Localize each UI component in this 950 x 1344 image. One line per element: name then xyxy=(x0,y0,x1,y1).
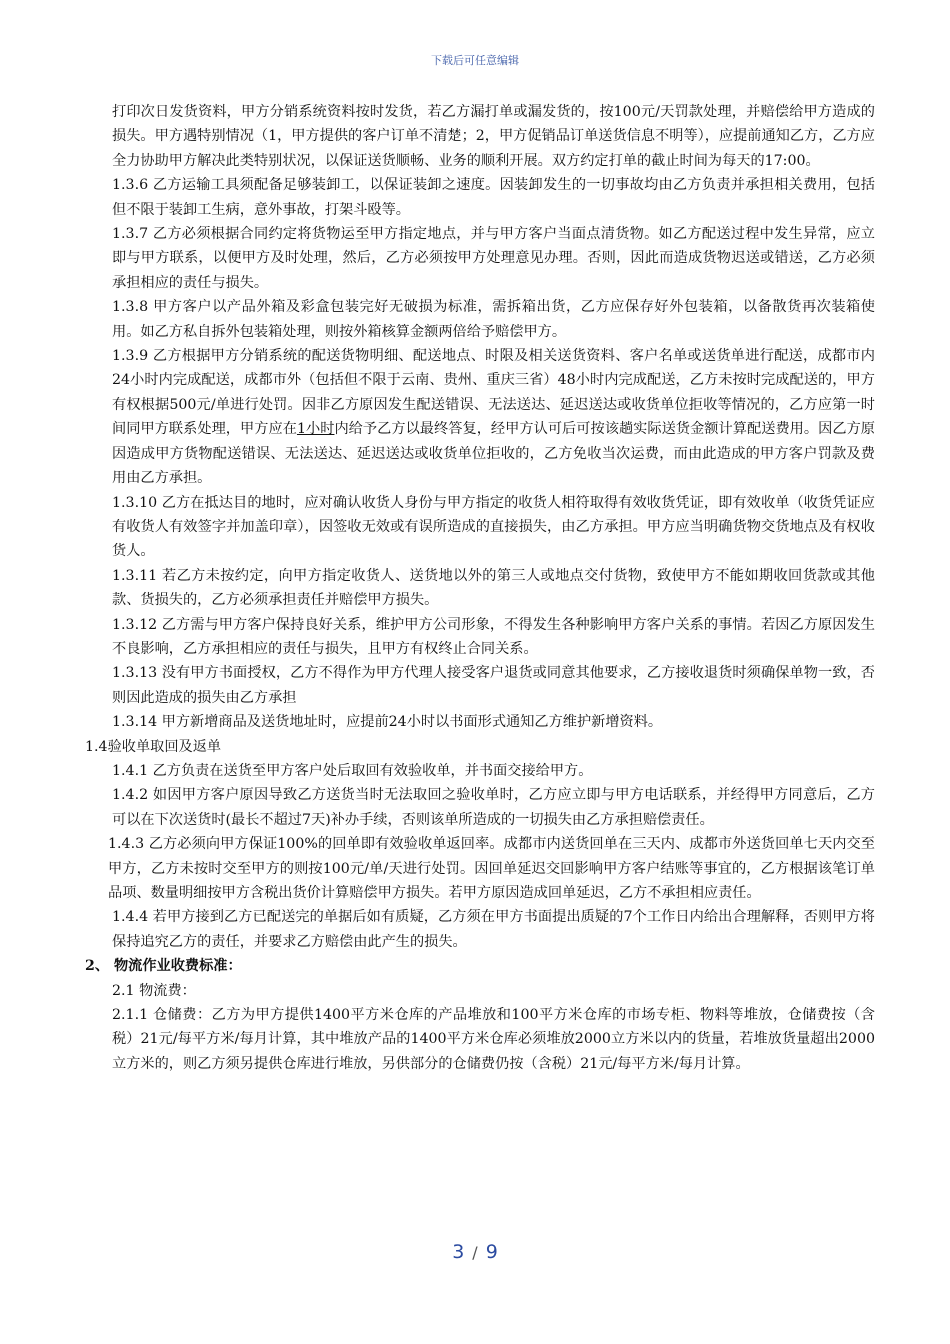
clause-1-3-14: 1.3.14 甲方新增商品及送货地址时，应提前24小时以书面形式通知乙方维护新增资料。 xyxy=(112,714,663,731)
page-number xyxy=(0,1241,950,1263)
clause-1-3-10: 1.3.10 乙方在抵达目的地时，应对确认收货人身份与甲方指定的收货人相符取得有效收货凭证，即有效收单（收货凭证应有收货人有效签字并加盖印章），因签收无效或有误所造成的直接损失，由乙方承担。甲方应当明确货物交货地点及有权收货人。 xyxy=(112,494,875,560)
clause-1-4-3: 1.4.3 乙方必须向甲方保证100%的回单即有效验收单返回率。成都市内送货回单在三天内、成都市外送货回单七天内交至甲方，乙方未按时交至甲方的则按100元/单/天进行处罚。因回单延迟交回影响甲方客户结账等事宜的，乙方根据该笔订单品项、数量明细按甲方含税出货价计算赔偿甲方损失。若甲方原因造成回单延迟，乙方不承担相应责任。 xyxy=(108,836,875,901)
clause-2-1: 2.1 物流费： xyxy=(112,982,196,999)
clause-1-3-7: 1.3.7 乙方必须根据合同约定将货物运至甲方指定地点，并与甲方客户当面点清货物。如乙方配送过程中发生异常，应立即与甲方联系，以便甲方及时处理，然后，乙方必须按甲方处理意见办理。否则，因此而造成货物迟送或错送，乙方必须承担相应的责任与损失。 xyxy=(112,226,875,291)
page-separator: / xyxy=(472,1243,478,1262)
clause-1-3-9 xyxy=(85,344,875,490)
clause-1-4-2: 1.4.2 如因甲方客户原因导致乙方送货当时无法取回之验收单时，乙方应立即与甲方电话联系，并经得甲方同意后，乙方可以在下次送货时(最长不超过7天)补办手续，否则该单所造成的一切损失由乙方承担赔偿责任。 xyxy=(112,787,875,828)
clause-1-3-9-text-a: 1.3.9 乙方根据甲方分销系统的配送货物明细、配送地点、时限及相关送货资料、客户名单或送货单进行配送，成都市内24小时内完成配送，成都市外（包括但不限于云南、贵州、重庆三省）48小时内完成配送，乙方未按时完成配送的，甲方有权根据500元/单进行处罚。因非乙方原因发生配送错误、无法送达、延迟送达或收货单位拒收等情况的，乙方应第一时间同甲方联系处理，甲方应在 xyxy=(112,348,875,438)
clause-1-3-12: 1.3.12 乙方需与甲方客户保持良好关系，维护甲方公司形象，不得发生各种影响甲方客户关系的事情。若因乙方原因发生不良影响，乙方承担相应的责任与损失，且甲方有权终止合同关系。 xyxy=(112,616,875,657)
clause-2-1-1: 2.1.1 仓储费：乙方为甲方提供1400平方米仓库的产品堆放和100平方米仓库的市场专柜、物料等堆放，仓储费按（含税）21元/每平方米/每月计算，其中堆放产品的1400平方米仓库必须堆放2000立方米以内的货量，若堆放货量超出2000立方米的，则乙方须另提供仓库进行堆放，另供部分的仓储费仍按（含税）21元/每平方米/每月计算。 xyxy=(112,1007,875,1072)
clause-1-4-1: 1.4.1 乙方负责在送货至甲方客户处后取回有效验收单，并书面交接给甲方。 xyxy=(112,762,593,779)
section-1-4-heading: 1.4验收单取回及返单 xyxy=(85,738,222,755)
clause-1-3-9-text-b: 内给予乙方以最终答复，经甲方认可后可按该趟实际送货金额计算配送费用。因乙方原因造成甲方货物配送错误、无法送达、延迟送达或收货单位拒收的，乙方免收当次运费，而由此造成的甲方客户罚款及费用由乙方承担。 xyxy=(112,421,875,487)
paragraph-continuation: 打印次日发货资料，甲方分销系统资料按时发货，若乙方漏打单或漏发货的，按100元/天罚款处理，并赔偿给甲方造成的损失。甲方遇特别情况（1，甲方提供的客户订单不清楚；2，甲方促销品订单送货信息不明等），应提前通知乙方，乙方应全力协助甲方解决此类特别状况，以保证送货顺畅、业务的顺利开展。双方约定打单的截止时间为每天的17:00。 xyxy=(112,104,875,169)
clause-1-3-8: 1.3.8 甲方客户以产品外箱及彩盒包装完好无破损为标准，需拆箱出货，乙方应保存好外包装箱，以备散货再次装箱使用。如乙方私自拆外包装箱处理，则按外箱核算金额两倍给予赔偿甲方。 xyxy=(112,299,875,340)
section-2-heading: 2、 物流作业收费标准： xyxy=(85,958,242,975)
document-body xyxy=(85,100,875,1076)
clause-1-3-11: 1.3.11 若乙方未按约定，向甲方指定收货人、送货地以外的第三人或地点交付货物，致使甲方不能如期收回货款或其他款、货损失的，乙方必须承担责任并赔偿甲方损失。 xyxy=(112,567,875,609)
total-pages: 9 xyxy=(485,1241,498,1263)
clause-1-3-6: 1.3.6 乙方运输工具须配备足够装卸工，以保证装卸之速度。因装卸发生的一切事故均由乙方负责并承担相关费用，包括但不限于装卸工生病，意外事故，打架斗殴等。 xyxy=(112,177,875,218)
current-page: 3 xyxy=(452,1241,465,1263)
clause-1-4-4: 1.4.4 若甲方接到乙方已配送完的单据后如有质疑，乙方须在甲方书面提出质疑的7个工作日内给出合理解释，否则甲方将保持追究乙方的责任，并要求乙方赔偿由此产生的损失。 xyxy=(112,909,875,950)
clause-1-3-13: 1.3.13 没有甲方书面授权，乙方不得作为甲方代理人接受客户退货或同意其他要求，乙方接收退货时须确保单物一致，否则因此造成的损失由乙方承担 xyxy=(112,665,875,706)
clause-1-3-9-underlined-time: 1小时 xyxy=(296,421,335,438)
page-header-note: 下载后可任意编辑 xyxy=(431,54,519,67)
